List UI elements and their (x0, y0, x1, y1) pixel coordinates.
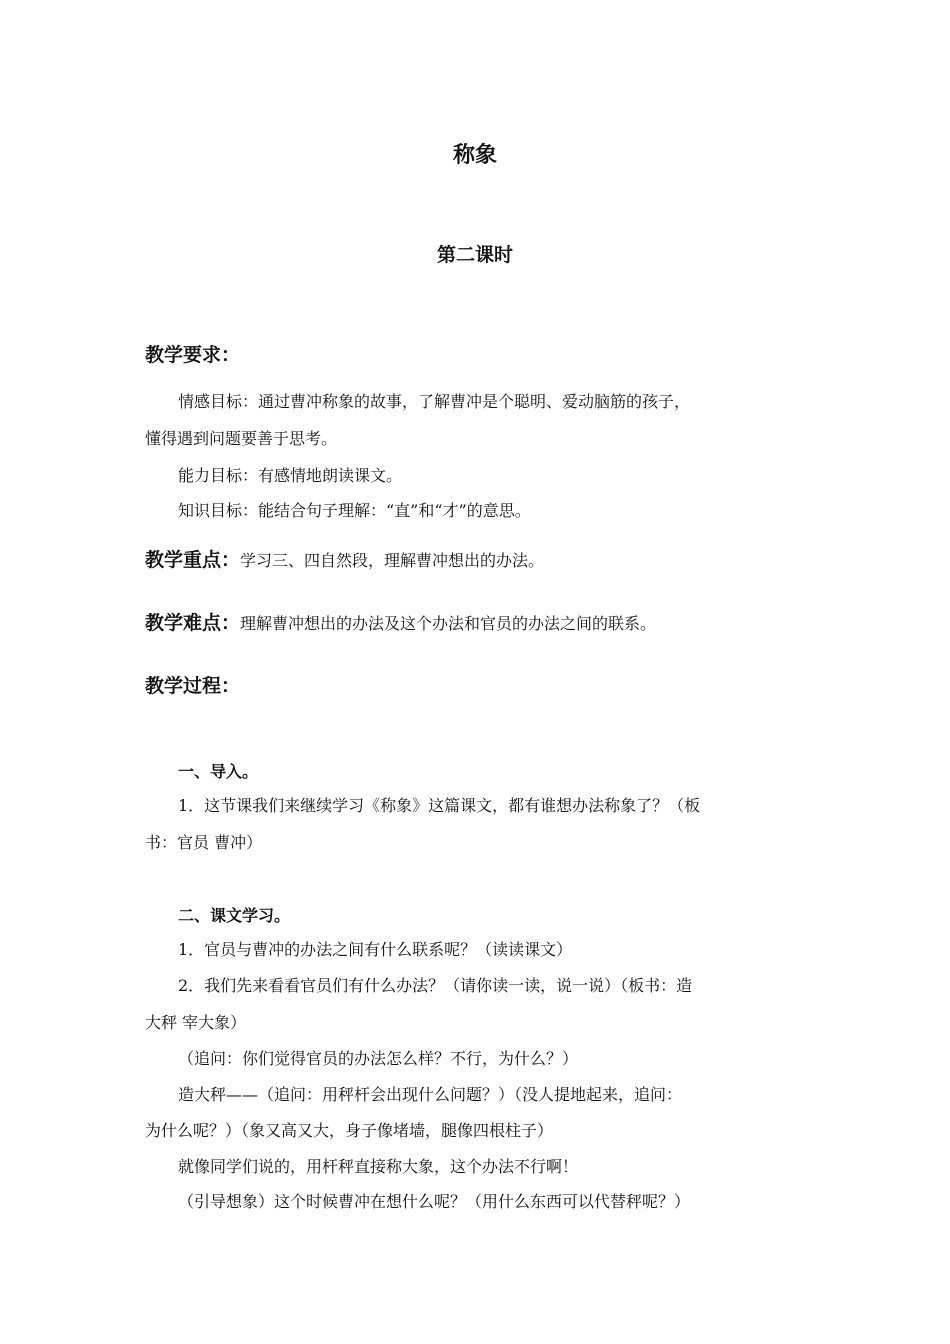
section1-title: 一、导入。 (178, 762, 259, 781)
difficulty-point (145, 608, 656, 635)
section2-summary: 就像同学们说的，用杆秤直接称大象，这个办法不行啊！ (178, 1157, 579, 1176)
section1-item1-line2: 书：官员 曹冲） (145, 833, 263, 852)
process-heading: 教学过程： (145, 675, 241, 697)
section1-item1-line1: 1．这节课我们来继续学习《称象》这篇课文，都有谁想办法称象了？（板 (178, 796, 701, 815)
difficulty-text: 理解曹冲想出的办法及这个办法和官员的办法之间的联系。 (240, 614, 657, 633)
ability-goal: 能力目标：有感情地朗读课文。 (178, 466, 403, 485)
key-point-text: 学习三、四自然段，理解曹冲想出的办法。 (240, 551, 545, 570)
emotion-goal-line2: 懂得遇到问题要善于思考。 (145, 429, 338, 448)
page-title: 称象 (452, 143, 497, 168)
emotion-goal-line1: 情感目标：通过曹冲称象的故事，了解曹冲是个聪明、爱动脑筋的孩子， (178, 392, 691, 411)
knowledge-goal: 知识目标：能结合句子理解：“直”和“才”的意思。 (178, 501, 531, 520)
requirements-heading: 教学要求： (145, 344, 241, 366)
section2-item2-line1: 2．我们先来看看官员们有什么办法？（请你读一读，说一说）（板书：造 (178, 976, 693, 995)
lesson-subtitle: 第二课时 (436, 244, 513, 266)
section2-guide: （引导想象）这个时候曹冲在想什么呢？（用什么东西可以代替秤呢？） (178, 1192, 691, 1211)
section2-ask: （追问：你们觉得官员的办法怎么样？不行，为什么？） (178, 1049, 579, 1068)
section2-item2-line2: 大秤 宰大象） (145, 1013, 247, 1032)
section2-scale-line1: 造大秤——（追问：用秤杆会出现什么问题？）（没人提地起来，追问： (178, 1085, 683, 1104)
section2-title: 二、课文学习。 (178, 906, 291, 925)
key-point (145, 545, 544, 572)
key-point-label: 教学重点： (145, 549, 241, 571)
section2-scale-line2: 为什么呢？）（象又高又大，身子像堵墙，腿像四根柱子） (145, 1121, 554, 1140)
difficulty-label: 教学难点： (145, 612, 241, 634)
section2-item1: 1．官员与曹冲的办法之间有什么联系呢？（读读课文） (178, 940, 573, 959)
